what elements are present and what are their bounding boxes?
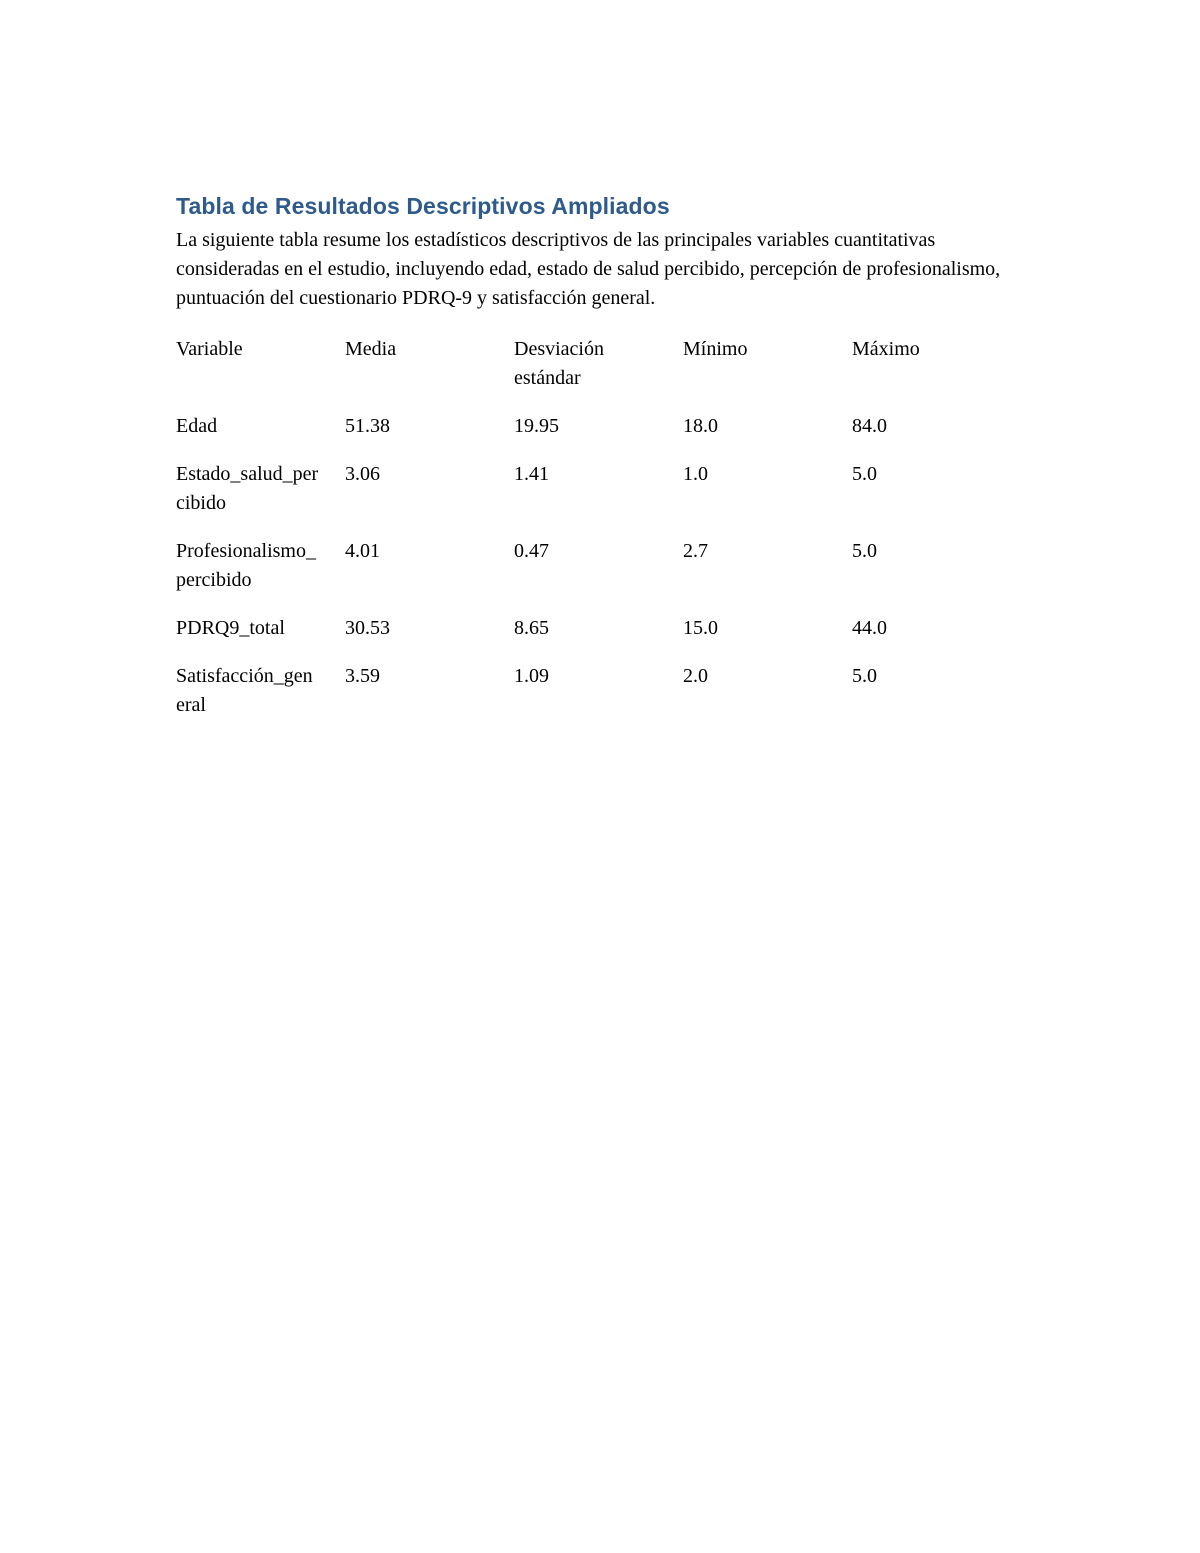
header-media: Media [345,338,397,360]
cell-maximo: 5.0 [852,463,877,485]
table-header-row [176,335,1026,393]
header-maximo: Máximo [852,338,920,360]
header-desviacion: Desviación estándar [514,338,604,389]
cell-maximo: 5.0 [852,540,877,562]
cell-variable: Profesionalismo_percibido [176,540,316,591]
cell-desviacion: 0.47 [514,540,549,562]
cell-variable: Edad [176,415,218,437]
header-minimo: Mínimo [683,338,748,360]
table-row [176,412,1026,441]
cell-variable: Estado_salud_percibido [176,463,319,514]
cell-desviacion: 1.09 [514,665,549,687]
cell-maximo: 84.0 [852,415,887,437]
table-row [176,662,1026,720]
table-row [176,537,1026,595]
cell-maximo: 5.0 [852,665,877,687]
cell-minimo: 15.0 [683,617,718,639]
cell-variable: Satisfacción_general [176,665,313,716]
cell-minimo: 1.0 [683,463,708,485]
cell-media: 4.01 [345,540,380,562]
cell-media: 3.59 [345,665,380,687]
cell-desviacion: 8.65 [514,617,549,639]
cell-maximo: 44.0 [852,617,887,639]
cell-minimo: 2.7 [683,540,708,562]
descriptive-stats-table [176,335,1026,720]
cell-media: 30.53 [345,617,390,639]
cell-variable: PDRQ9_total [176,617,285,639]
cell-desviacion: 1.41 [514,463,549,485]
cell-desviacion: 19.95 [514,415,559,437]
cell-minimo: 18.0 [683,415,718,437]
header-variable: Variable [176,338,243,360]
intro-paragraph: La siguiente tabla resume los estadísticos descriptivos de las principales variables cuantitativas consideradas en el estudio, incluyendo edad, estado de salud percibido, percepción de profesionalismo, puntuación del cuestionario PDRQ-9 y satisfacción general. [176,229,1001,309]
table-row [176,460,1026,518]
table-row [176,614,1026,643]
cell-minimo: 2.0 [683,665,708,687]
cell-media: 3.06 [345,463,380,485]
document-heading: Tabla de Resultados Descriptivos Ampliados [176,193,670,219]
cell-media: 51.38 [345,415,390,437]
document-page [176,190,1036,739]
